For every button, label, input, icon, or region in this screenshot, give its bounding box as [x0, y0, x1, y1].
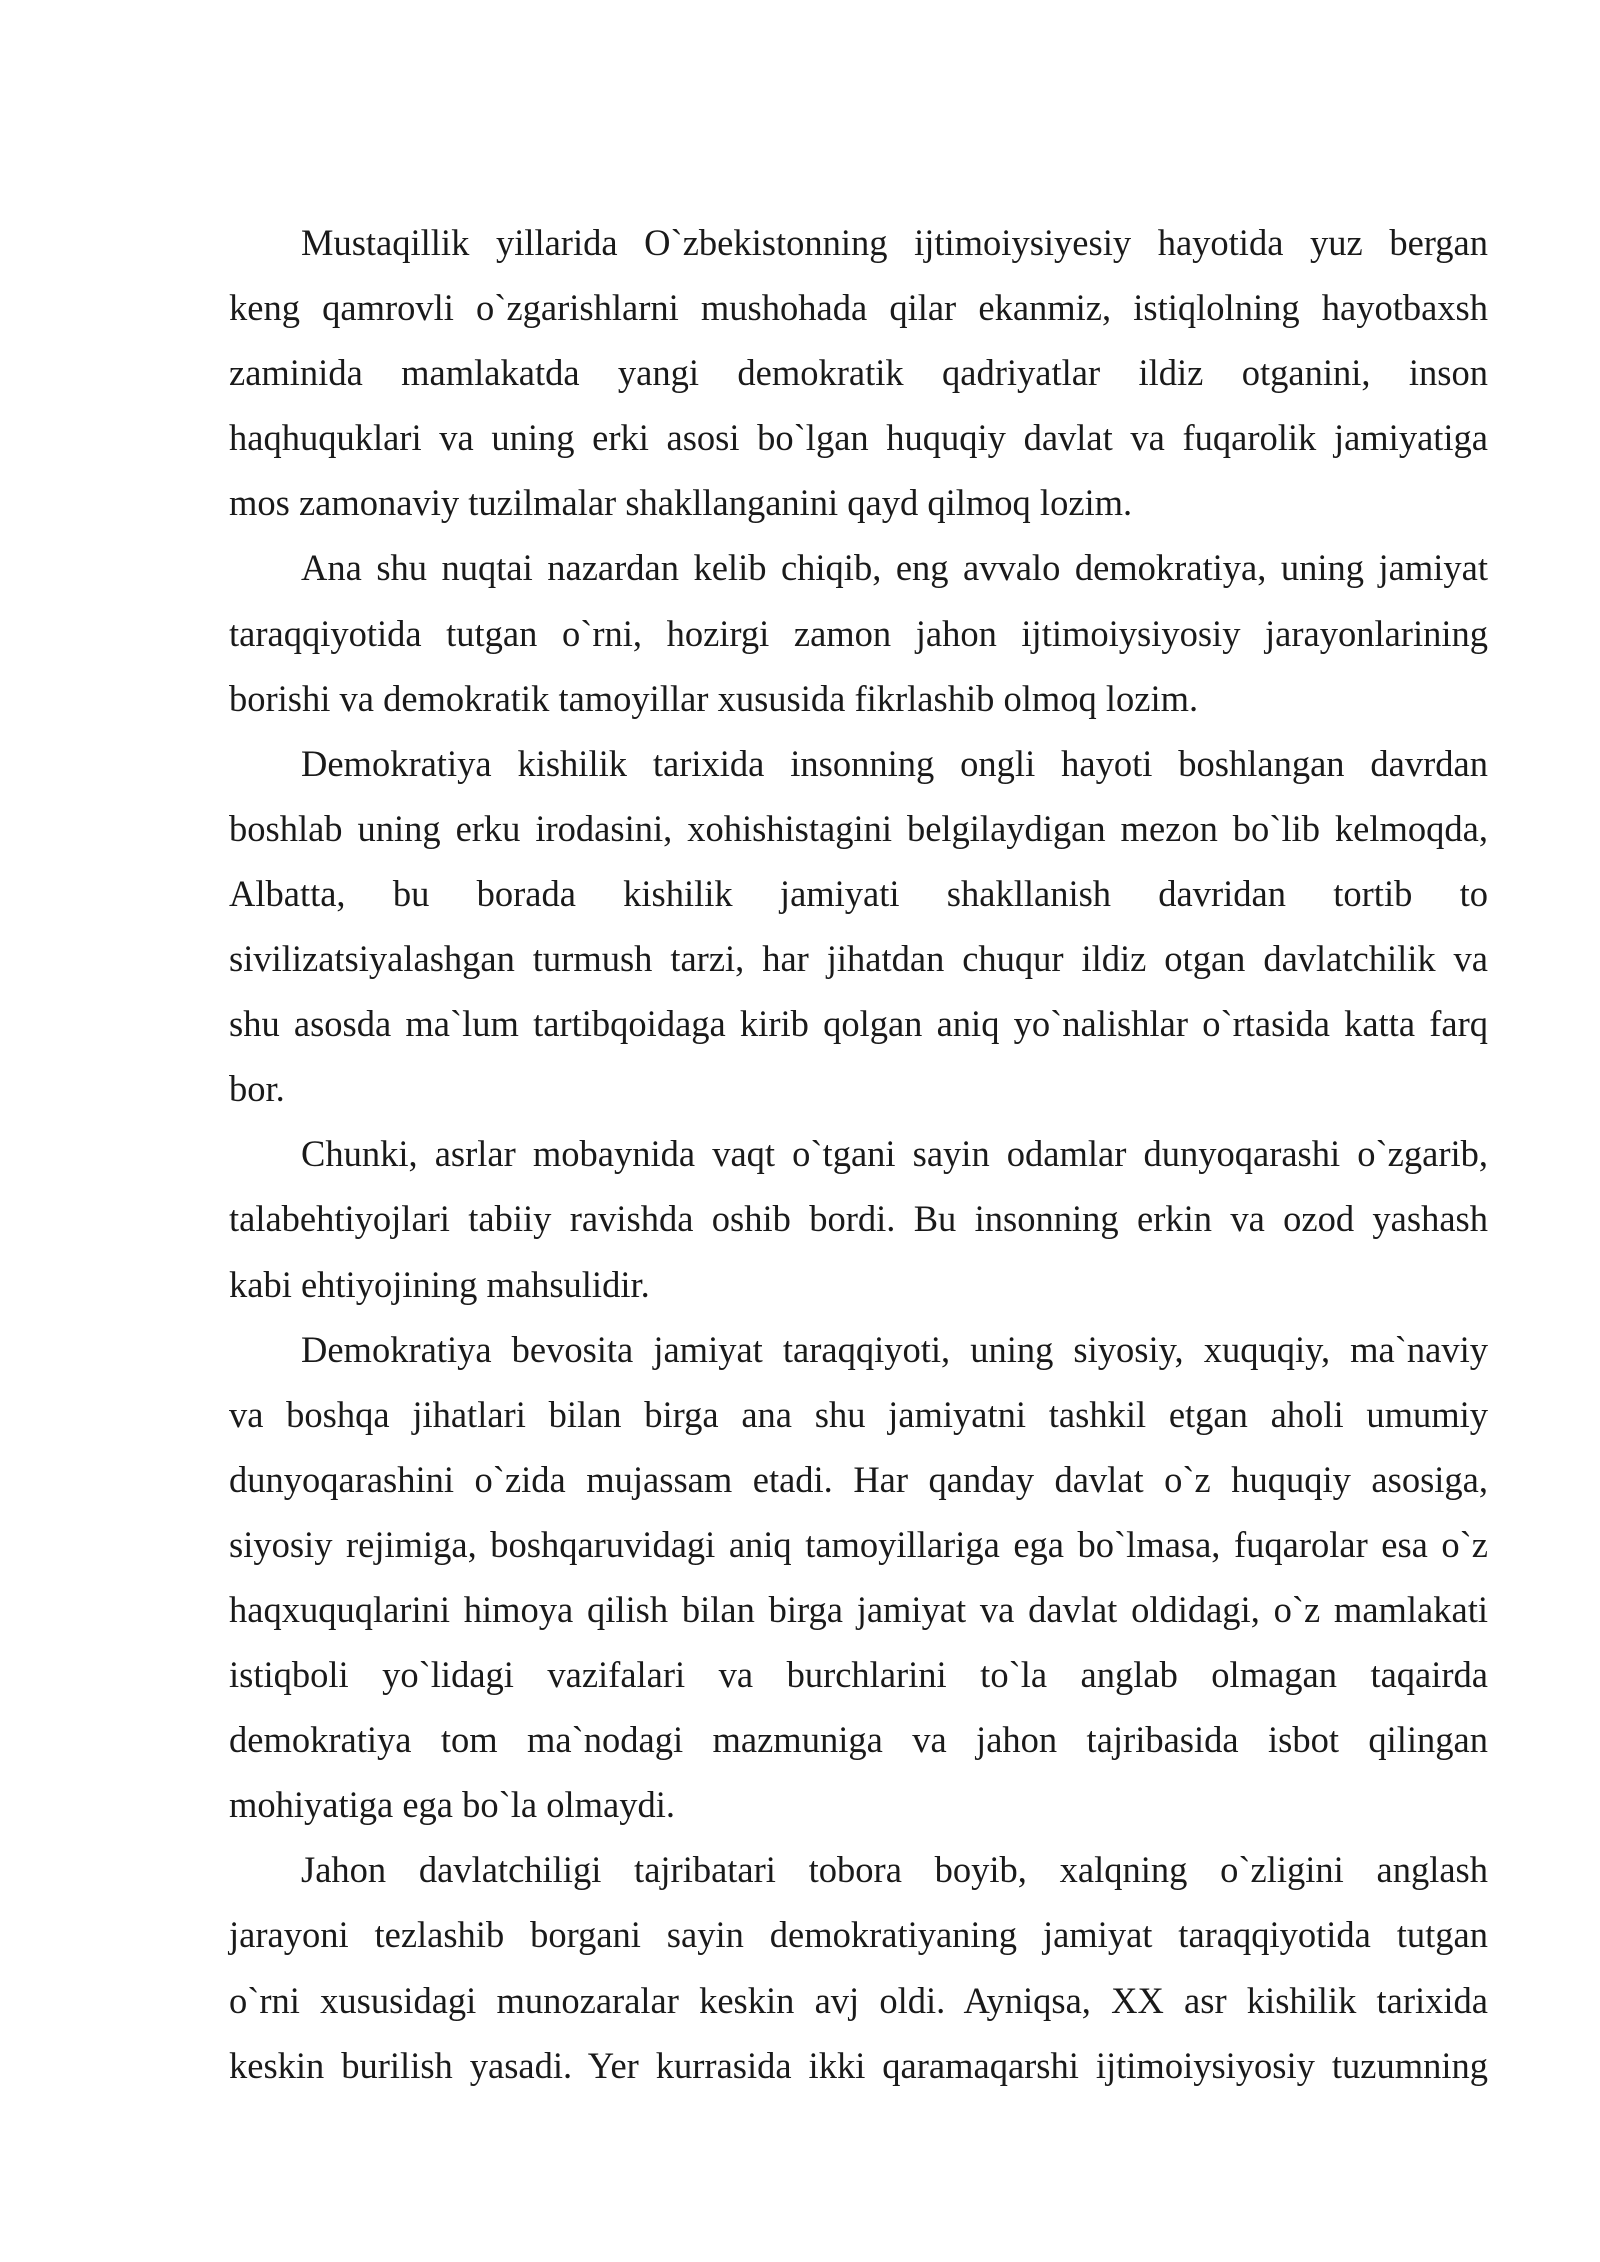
paragraph [229, 1121, 1488, 1316]
text-line [229, 2033, 1488, 2098]
text-line-content: taraqqiyotida tutgan o`rni, hozirgi zamon jahon ijtimoiysiyosiy jarayonlarining [229, 612, 1488, 654]
text-line [229, 535, 1488, 600]
text-line-content: bor. [229, 1068, 285, 1110]
text-line [229, 1121, 1488, 1186]
text-line-content: o`rni xususidagi munozaralar keskin avj oldi. Ayniqsa, XX asr kishilik tarixida [229, 1979, 1488, 2021]
text-line [229, 1512, 1488, 1577]
text-line [229, 601, 1488, 666]
text-line-content: dunyoqarashini o`zida mujassam etadi. Har qanday davlat o`z huquqiy asosiga, [229, 1458, 1488, 1500]
text-line-content: mohiyatiga ega bo`la olmaydi. [229, 1784, 675, 1826]
paragraph [229, 731, 1488, 1122]
text-line-content: jarayoni tezlashib borgani sayin demokratiyaning jamiyat taraqqiyotida tutgan [229, 1914, 1488, 1956]
text-line-content: haqhuquklari va uning erki asosi bo`lgan huquqiy davlat va fuqarolik jamiyatiga [229, 417, 1488, 459]
text-line [229, 340, 1488, 405]
paragraph [229, 535, 1488, 730]
text-line-content: zaminida mamlakatda yangi demokratik qadriyatlar ildiz otganini, inson [229, 352, 1488, 394]
text-line [229, 405, 1488, 470]
text-line-content: Chunki, asrlar mobaynida vaqt o`tgani sayin odamlar dunyoqarashi o`zgarib, [301, 1133, 1488, 1175]
text-line-content: shu asosda ma`lum tartibqoidaga kirib qolgan aniq yo`nalishlar o`rtasida katta farq [229, 1003, 1488, 1045]
text-line [229, 1317, 1488, 1382]
text-line-content: kabi ehtiyojining mahsulidir. [229, 1263, 650, 1305]
text-line [229, 1577, 1488, 1642]
text-line [229, 1382, 1488, 1447]
text-line-content: istiqboli yo`lidagi vazifalari va burchlarini to`la anglab olmagan taqairda [229, 1654, 1488, 1696]
text-line-content: keskin burilish yasadi. Yer kurrasida ikki qaramaqarshi ijtimoiysiyosiy tuzumning [229, 2044, 1488, 2086]
text-line-content: haqxuquqlarini himoya qilish bilan birga jamiyat va davlat oldidagi, o`z mamlakati [229, 1588, 1488, 1630]
text-line-content: Demokratiya bevosita jamiyat taraqqiyoti, uning siyosiy, xuquqiy, ma`naviy [301, 1328, 1488, 1370]
text-line [229, 275, 1488, 340]
text-line-content: boshlab uning erku irodasini, xohishistagini belgilaydigan mezon bo`lib kelmoqda, [229, 807, 1488, 849]
text-line [229, 1707, 1488, 1772]
paragraph [229, 1837, 1488, 2097]
text-line [229, 210, 1488, 275]
text-line [229, 470, 1488, 535]
text-line [229, 731, 1488, 796]
text-line-content: Jahon davlatchiligi tajribatari tobora boyib, xalqning o`zligini anglash [301, 1849, 1488, 1891]
text-line [229, 1968, 1488, 2033]
text-line-content: sivilizatsiyalashgan turmush tarzi, har jihatdan chuqur ildiz otgan davlatchilik va [229, 938, 1488, 980]
text-line [229, 926, 1488, 991]
document-body [229, 210, 1488, 2098]
text-line [229, 1837, 1488, 1902]
text-line [229, 1772, 1488, 1837]
text-line-content: Albatta, bu borada kishilik jamiyati shakllanish davridan tortib to [229, 872, 1488, 914]
text-line [229, 991, 1488, 1056]
text-line [229, 1447, 1488, 1512]
text-line [229, 861, 1488, 926]
text-line [229, 666, 1488, 731]
text-line [229, 1186, 1488, 1251]
text-line [229, 1252, 1488, 1317]
text-line-content: borishi va demokratik tamoyillar xususida fikrlashib olmoq lozim. [229, 677, 1199, 719]
text-line-content: Mustaqillik yillarida O`zbekistonning ijtimoiysiyesiy hayotida yuz bergan [301, 222, 1488, 263]
text-line-content: siyosiy rejimiga, boshqaruvidagi aniq tamoyillariga ega bo`lmasa, fuqarolar esa o`z [229, 1523, 1488, 1565]
text-line [229, 796, 1488, 861]
text-line [229, 1056, 1488, 1121]
text-line-content: va boshqa jihatlari bilan birga ana shu jamiyatni tashkil etgan aholi umumiy [229, 1393, 1488, 1435]
text-line-content: Ana shu nuqtai nazardan kelib chiqib, eng avvalo demokratiya, uning jamiyat [301, 547, 1488, 589]
text-line-content: talabehtiyojlari tabiiy ravishda oshib bordi. Bu insonning erkin va ozod yashash [229, 1198, 1488, 1240]
paragraph [229, 1317, 1488, 1838]
text-line-content: keng qamrovli o`zgarishlarni mushohada qilar ekanmiz, istiqlolning hayotbaxsh [229, 287, 1488, 329]
paragraph [229, 210, 1488, 535]
text-line-content: mos zamonaviy tuzilmalar shakllanganini qayd qilmoq lozim. [229, 482, 1133, 524]
text-line-content: Demokratiya kishilik tarixida insonning ongli hayoti boshlangan davrdan [301, 742, 1488, 784]
text-line-content: demokratiya tom ma`nodagi mazmuniga va jahon tajribasida isbot qilingan [229, 1719, 1488, 1761]
text-line [229, 1642, 1488, 1707]
text-line [229, 1902, 1488, 1967]
